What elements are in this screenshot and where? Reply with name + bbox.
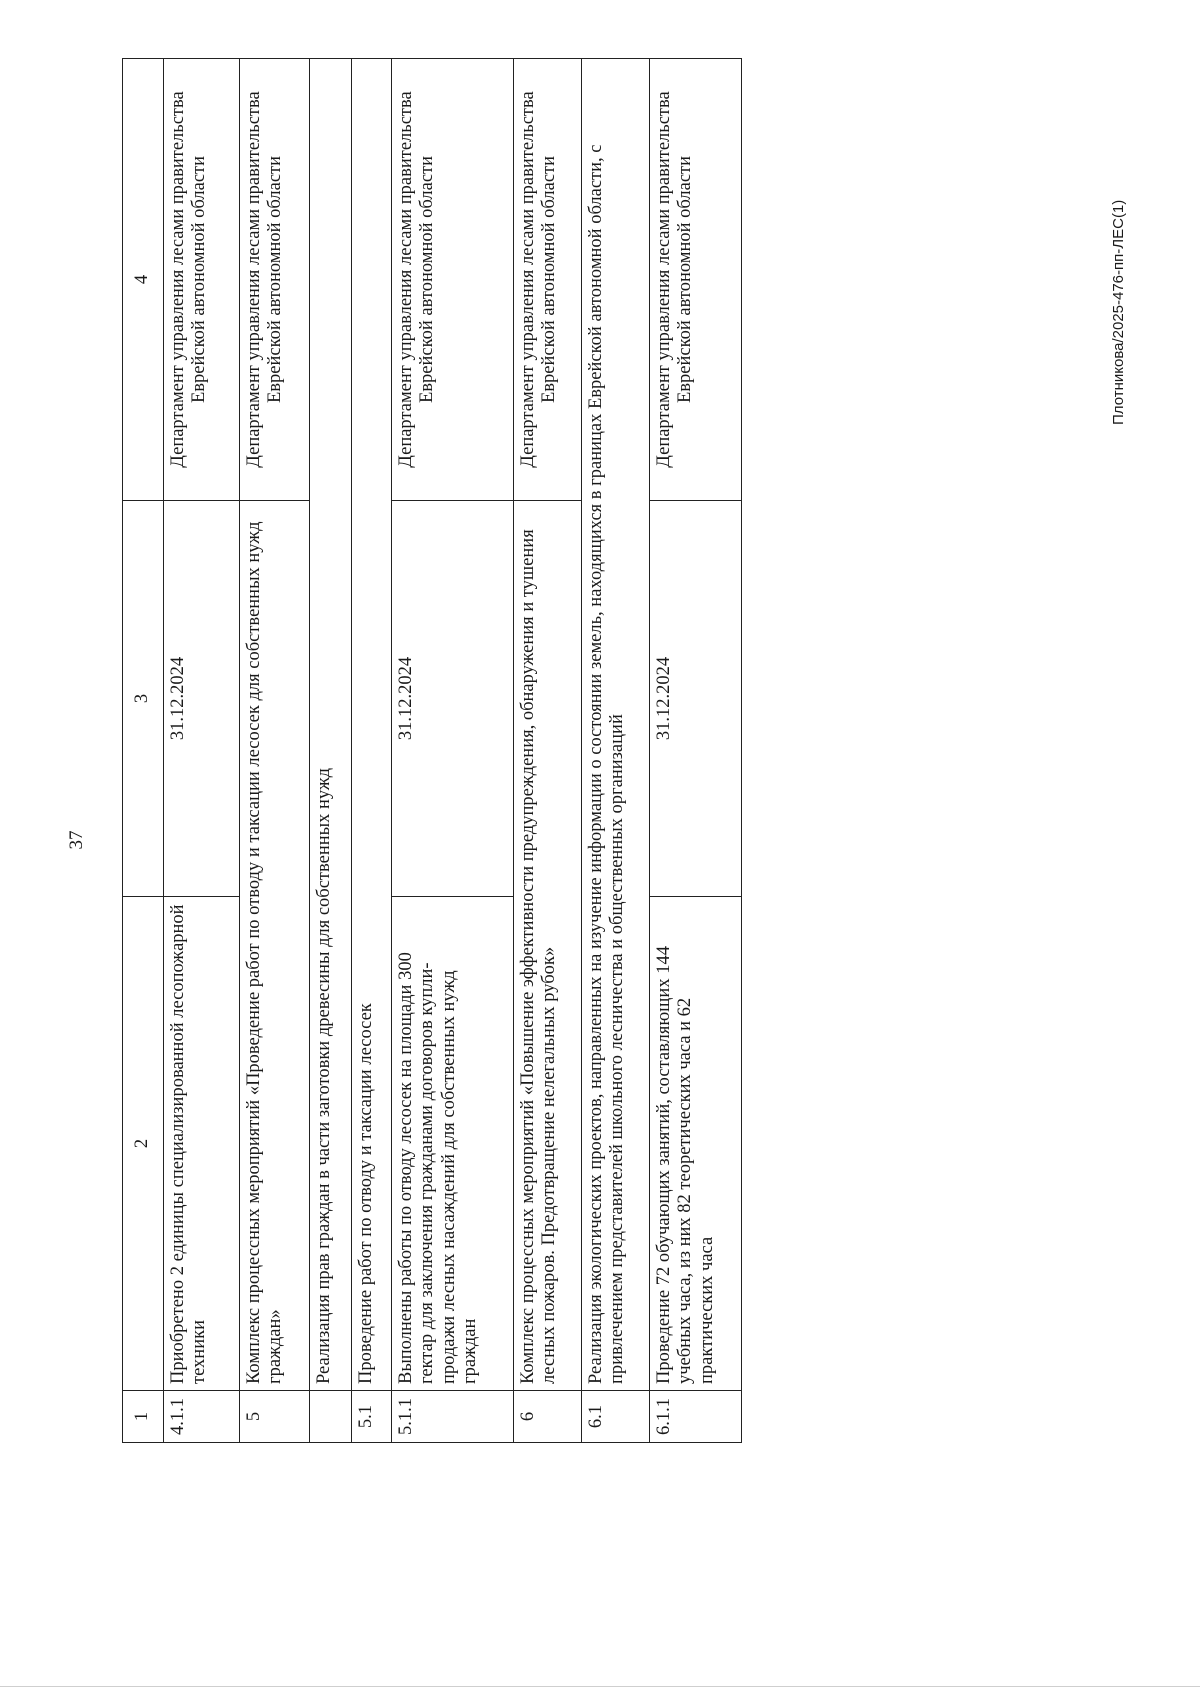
row-number: 5.1.1	[392, 1391, 514, 1443]
row-date: 31.12.2024	[392, 501, 514, 897]
row-organization: Департамент управления лесами правительства Еврейской автономной области	[650, 59, 742, 501]
table-row	[650, 59, 742, 1443]
row-organization: Департамент управления лесами правительства Еврейской автономной области	[392, 59, 514, 501]
row-text: Приобретено 2 единицы специализированной лесопожарной техники	[164, 897, 240, 1391]
row-organization: Департамент управления лесами правительства Еврейской автономной области	[514, 59, 582, 501]
row-number: 6.1	[582, 1391, 650, 1443]
row-number	[310, 1391, 352, 1443]
table-header-row	[123, 59, 164, 1443]
table-row	[582, 59, 650, 1443]
table-row	[240, 59, 310, 1443]
header-cell: 4	[123, 59, 164, 501]
row-text: Реализация экологических проектов, направленных на изучение информации о состоянии земель, находящихся в границах Еврейской автономной области, с привлечением представителей школьного лесничества и общественных организаций	[582, 59, 650, 1391]
report-table	[122, 58, 742, 1443]
header-cell: 3	[123, 501, 164, 897]
row-date: 31.12.2024	[164, 501, 240, 897]
page-number: 37	[66, 830, 87, 850]
row-number: 5	[240, 1391, 310, 1443]
row-number: 5.1	[352, 1391, 392, 1443]
row-number: 4.1.1	[164, 1391, 240, 1443]
row-number: 6.1.1	[650, 1391, 742, 1443]
header-cell: 2	[123, 897, 164, 1391]
row-date: 31.12.2024	[650, 501, 742, 897]
scan-edge-line	[0, 1686, 1200, 1687]
row-text: Реализация прав граждан в части заготовки древесины для собственных нужд	[310, 59, 352, 1391]
row-organization: Департамент управления лесами правительства Еврейской автономной области	[164, 59, 240, 501]
document-code: Плотникова/2025-476-пп-ЛЕС(1)	[1110, 199, 1127, 425]
row-organization: Департамент управления лесами правительства Еврейской автономной области	[240, 59, 310, 501]
row-text: Комплекс процессных мероприятий «Повышение эффективности предупреждения, обнаружения и тушения лесных пожаров. Предотвращение нелегальных рубок»	[514, 501, 582, 1391]
table-row	[310, 59, 352, 1443]
row-text: Комплекс процессных мероприятий «Проведение работ по отводу и таксации лесосек для собственных нужд граждан»	[240, 501, 310, 1391]
rotated-page	[0, 62, 1200, 1650]
row-text: Выполнены работы по отводу лесосек на площади 300 гектар для заключения гражданами договоров купли-продажи лесных насаждений для собственных нужд граждан	[392, 897, 514, 1391]
table-row	[514, 59, 582, 1443]
header-cell: 1	[123, 1391, 164, 1443]
row-text: Проведение 72 обучающих занятий, составляющих 144 учебных часа, из них 82 теоретических часа и 62 практических часа	[650, 897, 742, 1391]
row-number: 6	[514, 1391, 582, 1443]
table-row	[352, 59, 392, 1443]
table-row	[164, 59, 240, 1443]
row-text: Проведение работ по отводу и таксации лесосек	[352, 59, 392, 1391]
table-row	[392, 59, 514, 1443]
